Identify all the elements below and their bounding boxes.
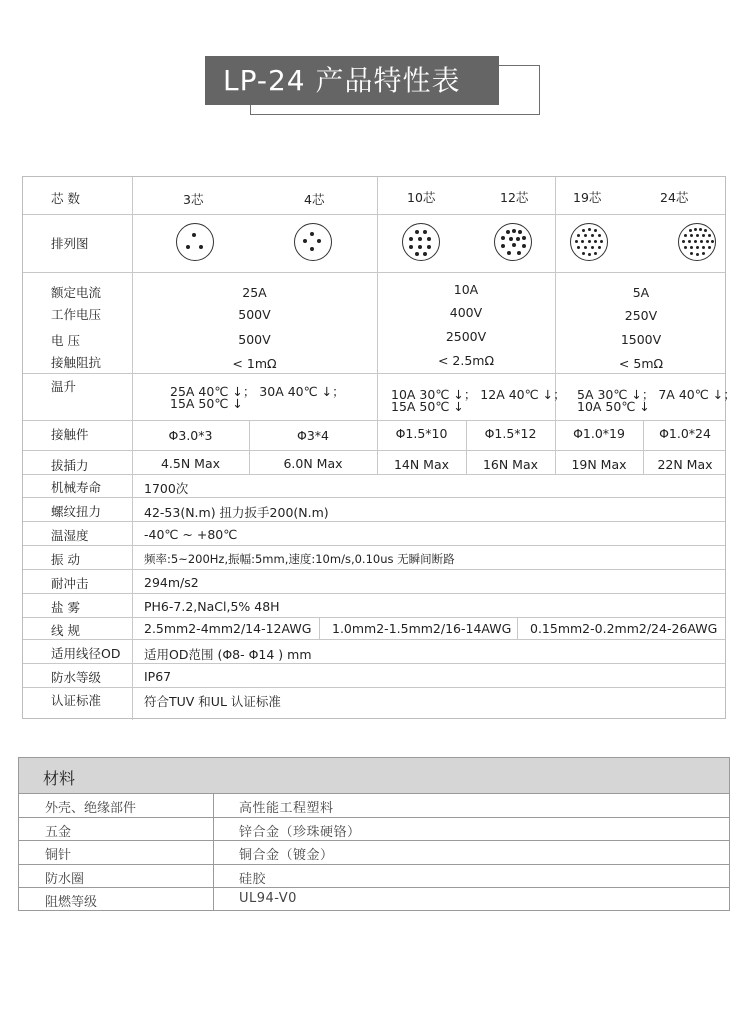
row-divider xyxy=(23,639,725,640)
row-divider xyxy=(23,687,725,688)
materials-header xyxy=(19,758,729,794)
label-salt: 盐 雾 xyxy=(51,600,80,615)
contact-24: Φ1.0*24 xyxy=(659,426,711,441)
col-divider xyxy=(517,617,518,639)
material-value: 铜合金（镀金） xyxy=(239,848,334,863)
temp-rise-group-3-line-2: 10A 50℃ ↓ xyxy=(577,399,650,414)
temp-rise-group-2-line-1: 10A 30℃ ↓； 12A 40℃ ↓； xyxy=(391,387,566,402)
materials-row xyxy=(19,818,729,842)
cert-value: 符合TUV 和UL 认证标准 xyxy=(144,694,281,709)
pin-layout-3-icon xyxy=(176,223,214,261)
row-divider xyxy=(23,450,725,451)
temp-rise-group-3-line-1: 5A 30℃ ↓； 7A 40℃ ↓； xyxy=(577,387,736,402)
material-value: 锌合金（珍珠硬铬） xyxy=(239,824,361,840)
label-wire: 线 规 xyxy=(51,623,80,638)
material-value: 硅胶 xyxy=(239,871,267,887)
row-divider xyxy=(23,214,725,215)
label-force: 拔插力 xyxy=(51,458,89,473)
shock-value: 294m/s2 xyxy=(144,575,199,590)
row-divider xyxy=(23,420,725,421)
temp-rise-group-1-line-2: 15A 50℃ ↓ xyxy=(170,396,243,411)
temp-humidity-value: -40℃ ~ +80℃ xyxy=(144,527,238,542)
pin-layout-19-icon xyxy=(570,223,608,261)
label-current: 额定电流 xyxy=(51,285,102,300)
resistance-group-3: < 5mΩ xyxy=(618,356,664,371)
material-value: 高性能工程塑料 xyxy=(239,801,334,816)
material-key: 阻燃等级 xyxy=(45,895,98,910)
row-divider xyxy=(23,545,725,546)
force-19: 19N Max xyxy=(571,457,627,472)
label-layout: 排列图 xyxy=(51,236,89,251)
label-cert: 认证标准 xyxy=(51,693,102,708)
contact-12: Φ1.5*12 xyxy=(484,426,537,441)
pin-layout-4-icon xyxy=(294,223,332,261)
salt-value: PH6-7.2,NaCl,5% 48H xyxy=(144,599,280,614)
force-10: 14N Max xyxy=(393,457,450,472)
temp-rise-group-2-line-2: 15A 50℃ ↓ xyxy=(391,399,464,414)
current-group-1: 25A xyxy=(242,285,267,300)
label-working-voltage: 工作电压 xyxy=(51,307,102,322)
resistance-group-1: < 1mΩ xyxy=(232,356,277,371)
label-vibration: 振 动 xyxy=(51,552,80,567)
force-3: 4.5N Max xyxy=(160,456,221,471)
pin-layout-12-icon xyxy=(494,223,532,261)
label-ip: 防水等级 xyxy=(51,670,102,685)
row-divider xyxy=(23,373,725,374)
col-divider xyxy=(319,617,320,639)
row-divider xyxy=(23,663,725,664)
force-12: 16N Max xyxy=(482,457,539,472)
force-24: 22N Max xyxy=(657,457,713,472)
materials-title: 材料 xyxy=(43,769,76,788)
cores-12: 12芯 xyxy=(500,190,529,205)
materials-row xyxy=(19,841,729,865)
voltage-group-3: 1500V xyxy=(620,332,662,347)
material-key: 防水圈 xyxy=(45,871,85,887)
row-divider xyxy=(23,497,725,498)
label-od: 适用线径OD xyxy=(51,646,121,661)
cores-4: 4芯 xyxy=(304,192,325,207)
torque-value: 42-53(N.m) 扭力扳手200(N.m) xyxy=(144,505,329,520)
working-voltage-group-3: 250V xyxy=(624,308,658,323)
label-resistance: 接触阻抗 xyxy=(51,355,102,370)
contact-3: Φ3.0*3 xyxy=(168,428,213,443)
page-title: LP-24 产品特性表 xyxy=(205,56,499,105)
row-divider xyxy=(23,474,725,475)
label-shock: 耐冲击 xyxy=(51,576,89,591)
material-key: 铜针 xyxy=(45,848,72,863)
materials-row xyxy=(19,865,729,889)
label-torque: 螺纹扭力 xyxy=(51,504,102,519)
life-value: 1700次 xyxy=(144,481,189,496)
label-temp-humidity: 温湿度 xyxy=(51,528,89,543)
wire-range-1: 2.5mm2-4mm2/14-12AWG xyxy=(144,621,312,636)
cores-10: 10芯 xyxy=(407,190,436,205)
voltage-group-1: 500V xyxy=(238,332,271,347)
label-cores: 芯 数 xyxy=(51,191,80,206)
row-divider xyxy=(23,569,725,570)
cores-19: 19芯 xyxy=(573,190,602,205)
material-key: 五金 xyxy=(45,824,72,840)
temp-rise-group-1-line-1: 25A 40℃ ↓； 30A 40℃ ↓； xyxy=(170,384,345,399)
materials-table xyxy=(18,757,730,911)
force-4: 6.0N Max xyxy=(283,456,343,471)
contact-4: Φ3*4 xyxy=(297,428,329,443)
label-temp-rise: 温升 xyxy=(51,379,77,394)
row-divider xyxy=(23,593,725,594)
od-value: 适用OD范围 (Φ8- Φ14 ) mm xyxy=(144,647,312,662)
label-voltage: 电 压 xyxy=(51,333,80,348)
pin-layout-10-icon xyxy=(402,223,440,261)
label-contact: 接触件 xyxy=(51,427,89,442)
working-voltage-group-2: 400V xyxy=(449,305,483,320)
working-voltage-group-1: 500V xyxy=(238,307,271,322)
contact-10: Φ1.5*10 xyxy=(395,426,448,441)
material-value: UL94-V0 xyxy=(239,891,297,906)
wire-range-2: 1.0mm2-1.5mm2/16-14AWG xyxy=(332,621,512,636)
voltage-group-2: 2500V xyxy=(445,329,487,344)
current-group-2: 10A xyxy=(453,282,479,297)
col-divider xyxy=(132,177,133,720)
row-divider xyxy=(23,521,725,522)
vibration-value: 频率:5~200Hz,振幅:5mm,速度:10m/s,0.10us 无瞬间断路 xyxy=(144,552,455,566)
row-divider xyxy=(23,272,725,273)
contact-19: Φ1.0*19 xyxy=(573,426,625,441)
current-group-3: 5A xyxy=(632,285,650,300)
materials-row xyxy=(19,888,729,912)
ip-value: IP67 xyxy=(144,669,172,684)
pin-layout-24-icon xyxy=(678,223,716,261)
cores-3: 3芯 xyxy=(183,192,204,207)
materials-row xyxy=(19,794,729,818)
material-key: 外壳、绝缘部件 xyxy=(45,801,137,816)
row-divider xyxy=(23,617,725,618)
spec-table xyxy=(22,176,736,719)
resistance-group-2: < 2.5mΩ xyxy=(437,353,495,368)
wire-range-3: 0.15mm2-0.2mm2/24-26AWG xyxy=(530,621,718,636)
label-life: 机械寿命 xyxy=(51,480,102,495)
cores-24: 24芯 xyxy=(660,190,689,205)
